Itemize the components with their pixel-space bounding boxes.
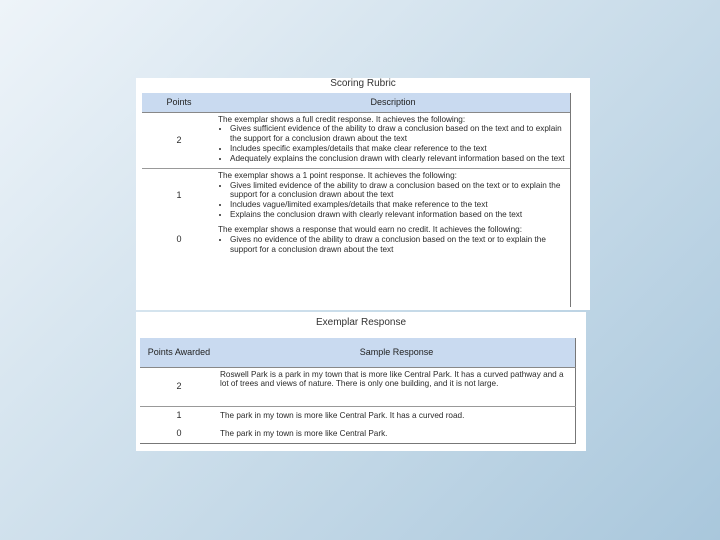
rubric-row: [142, 168, 570, 223]
rubric-bullet: • Includes vague/limited examples/details that make reference to the text: [230, 200, 568, 210]
rubric-row: [142, 112, 570, 168]
exemplar-response: The park in my town is more like Central Park. It has a curved road.: [218, 406, 576, 425]
rubric-points: 2: [176, 134, 182, 145]
rubric-intro: The exemplar shows a full credit response. It achieves the following:: [218, 114, 466, 124]
exemplar-col-points: Points Awarded: [140, 338, 218, 367]
exemplar-row: [140, 367, 576, 406]
rubric-bullet: • Explains the conclusion drawn with clearly relevant information based on the text: [230, 210, 568, 220]
exemplar-table: [140, 338, 576, 444]
rubric-col-description: Description: [216, 93, 570, 112]
rubric-bullet: • Gives limited evidence of the ability to draw a conclusion based on the text or to explain the support for a conclusion drawn about the text: [230, 181, 568, 201]
rubric-title: Scoring Rubric: [330, 78, 396, 89]
rubric-col-points: Points: [142, 93, 216, 112]
rubric-table: [142, 93, 570, 256]
rubric-row: [142, 223, 570, 257]
exemplar-response: Roswell Park is a park in my town that is more like Central Park. It has a curved pathway and a lot of trees and views of nature. There is only one building, and it is not large.: [220, 369, 564, 389]
rubric-points: 1: [142, 168, 216, 223]
exemplar-col-response: Sample Response: [218, 338, 576, 367]
exemplar-points: 2: [176, 381, 182, 392]
rubric-header-row: [142, 93, 570, 112]
rubric-bullet: • Includes specific examples/details that make clear reference to the text: [230, 144, 568, 154]
scoring-rubric-panel: [136, 78, 590, 310]
rubric-bullet: • Gives sufficient evidence of the ability to draw a conclusion based on the text and to explain the support for a conclusion drawn about the text: [230, 124, 568, 144]
rubric-right-border: [570, 93, 571, 307]
exemplar-row: [140, 406, 576, 425]
exemplar-response-panel: [136, 312, 586, 451]
exemplar-row: [140, 425, 576, 443]
exemplar-points: 1: [140, 406, 218, 425]
rubric-bullet: • Gives no evidence of the ability to draw a conclusion based on the text or to explain the support for a conclusion drawn about the text: [230, 235, 568, 255]
rubric-points: 0: [176, 234, 182, 245]
exemplar-points: 0: [176, 428, 182, 439]
rubric-intro: The exemplar shows a response that would earn no credit. It achieves the following:: [218, 224, 523, 234]
exemplar-header-row: [140, 338, 576, 367]
exemplar-response: The park in my town is more like Central Park.: [220, 428, 388, 438]
exemplar-title: Exemplar Response: [315, 317, 407, 328]
rubric-bullet: • Adequately explains the conclusion drawn with clearly relevant information based on the text: [230, 154, 568, 164]
rubric-intro: The exemplar shows a 1 point response. It achieves the following:: [218, 170, 457, 180]
